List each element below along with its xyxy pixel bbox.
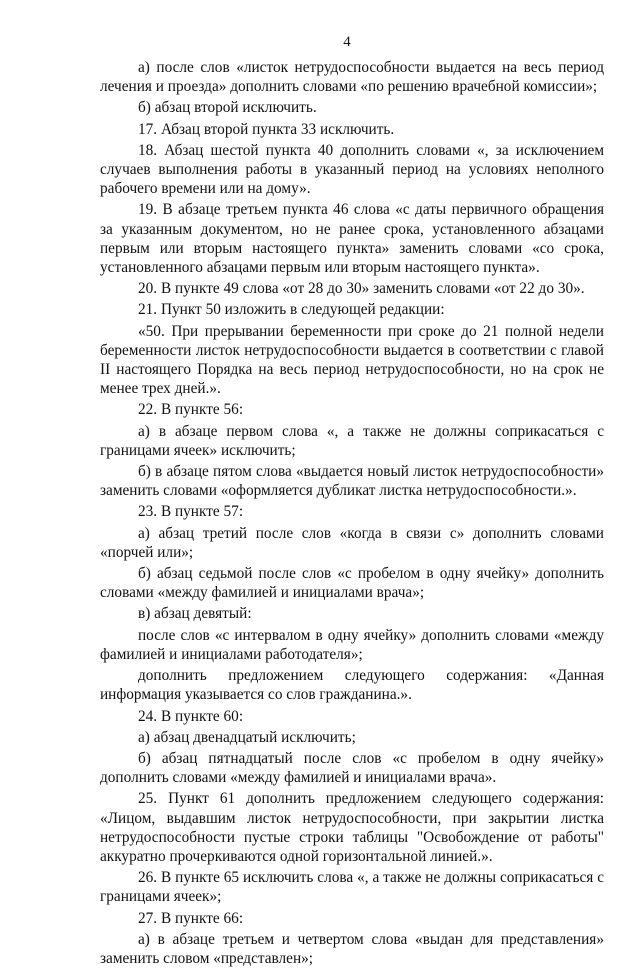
- paragraph: а) абзац третий после слов «когда в связи с» дополнить словами «порчей или»;: [100, 524, 604, 561]
- paragraph: 23. В пункте 57:: [138, 503, 244, 521]
- paragraph: а) в абзаце третьем и четвертом слова «выдан для представления» заменить словом «представлен»;: [100, 930, 604, 967]
- paragraph: а) после слов «листок нетрудоспособности выдается на весь период лечения и проезда» дополнить словами «по решению врачебной комиссии»;: [100, 59, 604, 96]
- paragraph: 27. В пункте 66:: [138, 909, 244, 927]
- paragraph: дополнить предложением следующего содержания: «Данная информация указывается со слов гражданина.».: [100, 667, 604, 704]
- paragraph: 24. В пункте 60:: [138, 707, 244, 725]
- paragraph: а) абзац двенадцатый исключить;: [138, 728, 356, 746]
- paragraph: 26. В пункте 65 исключить слова «, а также не должны соприкасаться с границами ячеек»;: [100, 869, 604, 906]
- paragraph: 17. Абзац второй пункта 33 исключить.: [138, 120, 395, 138]
- paragraph: 22. В пункте 56:: [138, 401, 244, 419]
- paragraph: 25. Пункт 61 дополнить предложением следующего содержания: «Лицом, выдавшим листок нетрудоспособности, при закрытии листка нетрудоспособности пустые строки таблицы "Освобождение от работы" аккуратно прочеркиваются одной горизонтальной линией.».: [100, 790, 604, 865]
- paragraph: б) в абзаце пятом слова «выдается новый листок нетрудоспособности» заменить словами «оформляется дубликат листка нетрудоспособности.».: [100, 463, 604, 500]
- paragraph: б) абзац второй исключить.: [138, 99, 317, 117]
- paragraph: после слов «с интервалом в одну ячейку» дополнить словами «между фамилией и инициалами работодателя»;: [100, 626, 604, 663]
- document-body: [100, 58, 604, 968]
- page-number: 4: [343, 34, 351, 50]
- paragraph: 18. Абзац шестой пункта 40 дополнить словами «, за исключением случаев выполнения работы в указанный период на условиях неполного рабочего времени или на дому».: [100, 141, 604, 198]
- paragraph: а) в абзаце первом слова «, а также не должны соприкасаться с границами ячеек» исключить;: [100, 422, 604, 459]
- paragraph: «50. При прерывании беременности при сроке до 21 полной недели беременности листок нетрудоспособности выдается в соответствии с главой II настоящего Порядка на весь период нетрудоспособности, но на срок не менее трех дней.».: [100, 322, 604, 398]
- paragraph: 20. В пункте 49 слова «от 28 до 30» заменить словами «от 22 до 30».: [138, 280, 585, 298]
- paragraph: 19. В абзаце третьем пункта 46 слова «с даты первичного обращения за указанным документом, но не ранее срока, установленного абзацами первым или вторым настоящего пункта» заменить словами «со срока, установленного абзацами первым или вторым настоящего пункта».: [100, 201, 604, 277]
- paragraph: 21. Пункт 50 изложить в следующей редакции:: [138, 301, 445, 319]
- paragraph: б) абзац пятнадцатый после слов «с пробелом в одну ячейку» дополнить словами «между фамилией и инициалами врача».: [100, 749, 604, 787]
- paragraph: в) абзац девятый:: [138, 605, 252, 623]
- paragraph: б) абзац седьмой после слов «с пробелом в одну ячейку» дополнить словами «между фамилией и инициалами врача»;: [100, 565, 604, 602]
